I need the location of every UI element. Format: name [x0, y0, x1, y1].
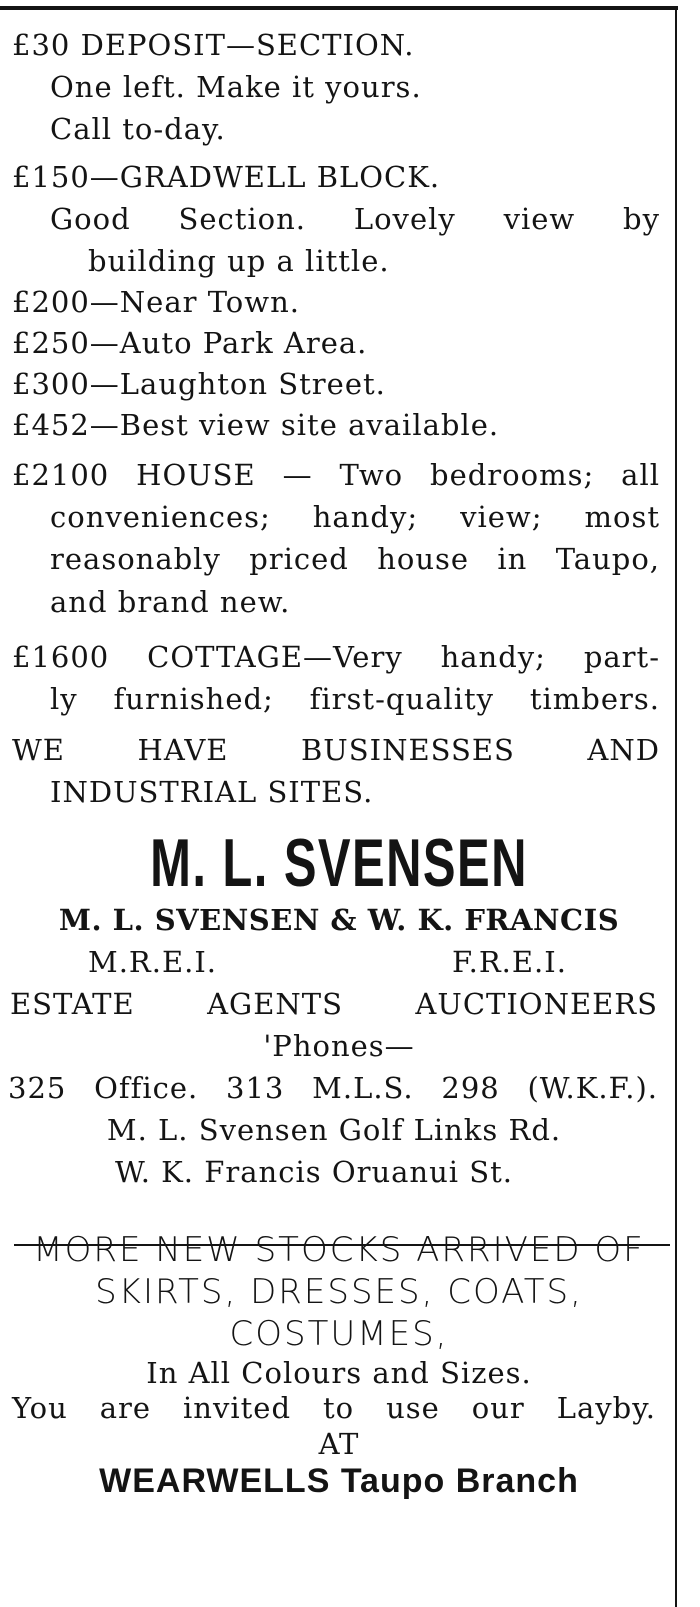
wearwells-colours-sizes: In All Colours and Sizes. — [146, 1356, 532, 1390]
agency-trade: ESTATE AGENTS AUCTIONEERS — [10, 987, 658, 1021]
listing-house-heading: £2100 HOUSE — Two bedrooms; all — [12, 458, 660, 492]
address-svensen: M. L. Svensen Golf Links Rd. — [106, 1113, 562, 1147]
listing-cottage-heading: £1600 COTTAGE—Very handy; part- — [12, 640, 660, 674]
address-francis: W. K. Francis Oruanui St. — [114, 1155, 514, 1189]
listing-gradwell-heading: £150—GRADWELL BLOCK. — [12, 160, 441, 194]
businesses-notice-1: WE HAVE BUSINESSES AND — [12, 733, 660, 767]
agency-name-heading: M. L. SVENSEN — [150, 825, 528, 901]
listing-auto-park: £250—Auto Park Area. — [12, 326, 368, 360]
wearwells-headline-1: MORE NEW STOCKS ARRIVED OF — [33, 1230, 645, 1270]
wearwells-at: AT — [318, 1427, 360, 1461]
listing-house-text-3: and brand new. — [50, 585, 291, 619]
wearwells-layby: You are invited to use our Layby. — [12, 1391, 656, 1425]
listing-near-town: £200—Near Town. — [12, 285, 300, 319]
listing-gradwell-text-2: building up a little. — [88, 244, 390, 278]
businesses-notice-2: INDUSTRIAL SITES. — [50, 775, 374, 809]
listing-gradwell-text-1: Good Section. Lovely view by — [50, 202, 660, 236]
listing-cottage-text: ly furnished; first-quality timbers. — [50, 682, 660, 716]
credential-frei: F.R.E.I. — [452, 945, 567, 979]
wearwells-name: WEARWELLS Taupo Branch — [99, 1462, 579, 1500]
phones-label: 'Phones— — [263, 1029, 415, 1063]
listing-laughton-street: £300—Laughton Street. — [12, 367, 386, 401]
wearwells-headline-3: COSTUMES, — [229, 1314, 449, 1354]
listing-house-text-1: conveniences; handy; view; most — [50, 500, 660, 534]
top-rule — [0, 6, 678, 10]
wearwells-headline-2: SKIRTS, DRESSES, COATS, — [95, 1272, 583, 1312]
listing-house-text-2: reasonably priced house in Taupo, — [50, 542, 660, 576]
agency-partners: M. L. SVENSEN & W. K. FRANCIS — [58, 903, 620, 937]
phone-numbers: 325 Office. 313 M.L.S. 298 (W.K.F.). — [8, 1071, 658, 1105]
credential-mrei: M.R.E.I. — [88, 945, 218, 979]
listing-deposit-heading: £30 DEPOSIT—SECTION. — [12, 28, 415, 62]
listing-deposit-text-2: Call to-day. — [50, 112, 226, 146]
listing-best-view: £452—Best view site available. — [12, 408, 500, 442]
listing-deposit-text-1: One left. Make it yours. — [50, 70, 422, 104]
